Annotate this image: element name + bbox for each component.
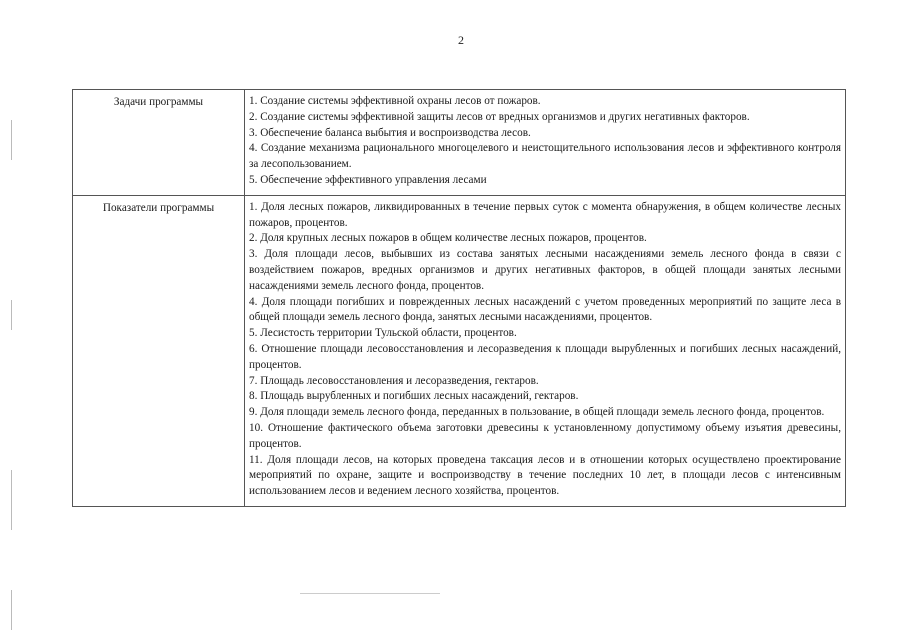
row-content xyxy=(245,90,846,196)
list-item: 5. Обеспечение эффективного управления лесами xyxy=(249,173,487,186)
list-item: 4. Доля площади погибших и поврежденных лесных насаждений с учетом проведенных мероприятий по защите леса в общей площади земель лесного фонда, занятых лесными насаждениями, процентов. xyxy=(249,295,841,324)
program-table xyxy=(72,89,846,507)
list-item: 2. Создание системы эффективной защиты лесов от вредных организмов и других негативных факторов. xyxy=(249,110,750,123)
list-item: 5. Лесистость территории Тульской области, процентов. xyxy=(249,327,517,340)
list-item: 8. Площадь вырубленных и погибших лесных насаждений, гектаров. xyxy=(249,390,579,403)
scan-edge-mark xyxy=(11,120,12,160)
page-number: 2 xyxy=(458,33,464,47)
table-row-tasks xyxy=(73,90,846,196)
list-item: 1. Создание системы эффективной охраны лесов от пожаров. xyxy=(249,95,541,107)
list-item: 3. Доля площади лесов, выбывших из состава занятых лесными насаждениями земель лесного фонда в связи с воздействием пожаров, вредных организмов и других негативных факторов, в общей площади занятых лесными насаждениями земель лесного фонда, процентов. xyxy=(249,248,841,292)
list-item: 6. Отношение площади лесовосстановления и лесоразведения к площади вырубленных и погибших лесных насаждений, процентов. xyxy=(249,342,841,371)
list-item: 9. Доля площади земель лесного фонда, переданных в пользование, в общей площади земель лесного фонда, процентов. xyxy=(249,406,825,419)
scan-edge-mark xyxy=(11,590,12,630)
list-item: 7. Площадь лесовосстановления и лесоразведения, гектаров. xyxy=(249,374,539,387)
list-item: 10. Отношение фактического объема заготовки древесины к установленному допустимому объему изъятия древесины, процентов. xyxy=(249,421,841,450)
row-label: Задачи программы xyxy=(73,90,245,196)
list-item: 1. Доля лесных пожаров, ликвидированных в течение первых суток с момента обнаружения, в общем количестве лесных пожаров, процентов. xyxy=(249,200,841,229)
scan-edge-mark xyxy=(11,300,12,330)
list-item: 4. Создание механизма рационального многоцелевого и неистощительного использования лесов и эффективного контроля за лесопользованием. xyxy=(249,142,841,171)
list-item: 2. Доля крупных лесных пожаров в общем количестве лесных пожаров, процентов. xyxy=(249,232,647,245)
list-item: 3. Обеспечение баланса выбытия и воспроизводства лесов. xyxy=(249,126,531,139)
list-item: 11. Доля площади лесов, на которых проведена таксация лесов и в отношении которых осуществлено проектирование мероприятий по охране, защите и воспроизводству в течение последних 10 лет, в площади лесов с интенсивным использованием лесов и ведением лесного хозяйства, процентов. xyxy=(249,453,841,498)
scan-edge-mark xyxy=(11,470,12,530)
row-content xyxy=(245,195,846,506)
scan-bottom-mark xyxy=(300,593,440,594)
row-label: Показатели программы xyxy=(73,195,245,506)
table-row-indicators xyxy=(73,195,846,506)
